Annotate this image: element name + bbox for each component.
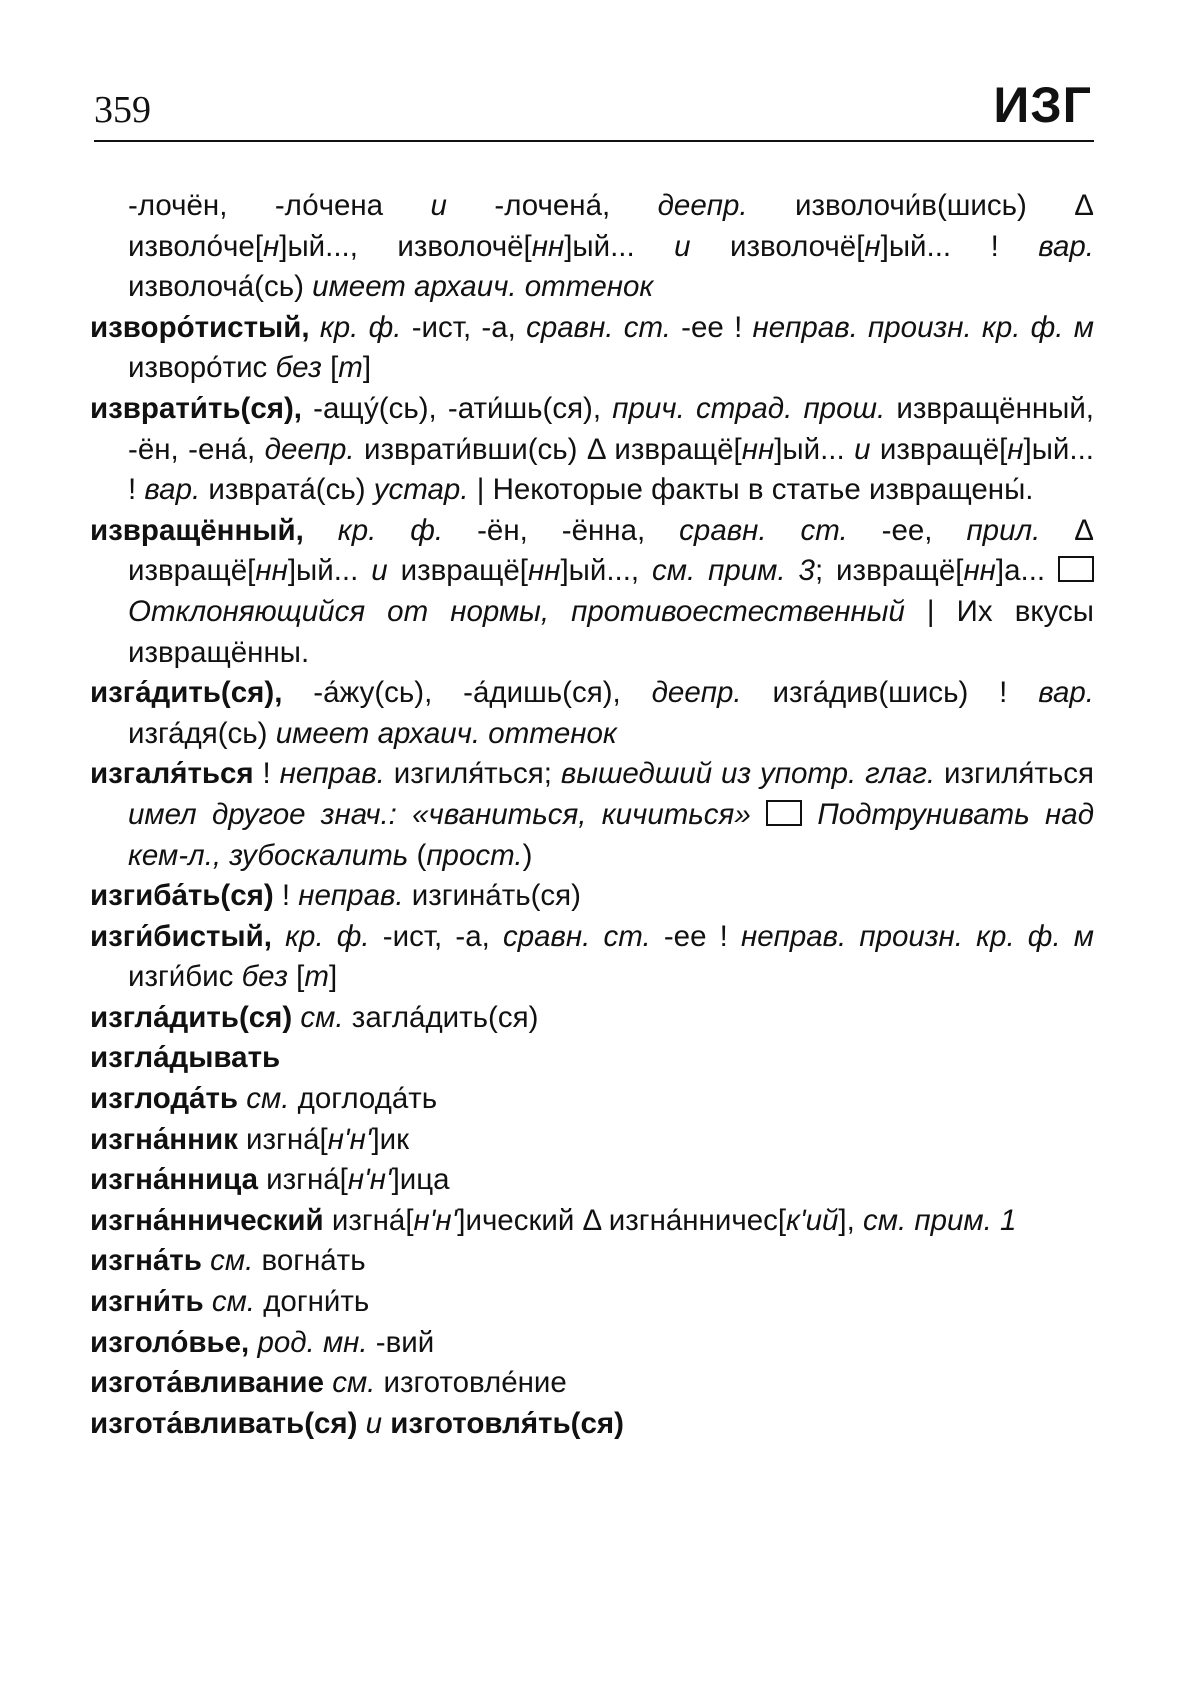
italic-note: без <box>241 960 288 994</box>
italic-note: см. <box>332 1366 376 1400</box>
entry-text: ]ый... <box>564 229 675 263</box>
entry-text: извращённый, -ён, -ена́, <box>128 391 1094 466</box>
italic-note: нʹнʹ <box>413 1203 458 1237</box>
italic-note: Подтрунивать над кем-л., зубоскалить <box>128 797 1094 872</box>
entry-text <box>304 514 338 547</box>
entry-text: -лочена́, <box>446 189 658 222</box>
entry-text: изгна́[ <box>323 1203 414 1237</box>
entry-text: изготовле́ние <box>375 1366 567 1400</box>
entry-text: ]ый..., изволочё[ <box>279 229 532 263</box>
italic-note: и <box>674 229 691 263</box>
entry-text: ]ый... ! <box>880 229 1039 263</box>
dictionary-entry <box>90 1160 1094 1201</box>
entry-text: | Их вкусы извращённы. <box>128 594 1094 669</box>
italic-note: см. <box>246 1082 290 1116</box>
entry-text: изгна́[ <box>257 1163 348 1197</box>
dictionary-entry <box>90 1282 1094 1323</box>
italic-note: устар. <box>373 473 469 507</box>
dictionary-entry <box>90 754 1094 876</box>
entry-text: изги́бис <box>128 960 242 994</box>
headword: изгна́ть <box>90 1244 202 1278</box>
entry-text: -вий <box>367 1325 435 1359</box>
entry-text: -лочён, -ло́чена <box>128 189 431 222</box>
italic-note: прост. <box>426 838 523 872</box>
dictionary-entry <box>90 1038 1094 1079</box>
italic-note: неправ. <box>298 879 404 913</box>
dictionary-entry <box>90 308 1094 389</box>
dictionary-entry <box>90 389 1094 511</box>
dictionary-entry <box>90 1363 1094 1404</box>
entry-text: [ <box>287 960 305 994</box>
headword: изврати́ть(ся), <box>90 391 302 425</box>
italic-note: без <box>275 351 322 385</box>
entry-text: изволочё[ <box>690 229 865 263</box>
italic-note: и <box>371 554 388 588</box>
entry-text: ; извращё[ <box>814 554 964 588</box>
entry-text: [ <box>321 351 339 385</box>
page-header <box>94 76 1094 142</box>
headword: изга́дить(ся), <box>90 676 283 710</box>
italic-note: и <box>365 1406 383 1440</box>
headword: изворо́тистый, <box>90 310 310 344</box>
entry-text: ]ый... ! <box>128 432 1094 507</box>
italic-note: неправ. произн. кр. ф. м <box>740 919 1095 953</box>
entry-text: изгина́ть(ся) <box>403 879 581 913</box>
dictionary-entry <box>90 1404 1094 1445</box>
entry-text: ]ический Δ изгна́нничес[ <box>457 1203 787 1237</box>
headword: изгни́ть <box>90 1285 204 1319</box>
entry-text: изгна́[ <box>237 1122 328 1156</box>
entry-text <box>272 920 285 953</box>
entry-text: -ее, <box>847 513 967 547</box>
headword: изголо́вье, <box>90 1325 250 1359</box>
entry-text: | Некоторые факты в статье извращены́. <box>468 473 1034 507</box>
entry-text: загла́дить(ся) <box>343 1000 539 1034</box>
entry-text: ] <box>328 960 338 994</box>
headword: изгиба́ть(ся) <box>90 879 274 913</box>
entry-text: вогна́ть <box>253 1244 366 1278</box>
entry-text: ]а... <box>995 554 1059 588</box>
italic-note: см. <box>300 1000 344 1034</box>
italic-note: см. прим. 1 <box>863 1203 1017 1237</box>
italic-note: нн <box>741 432 775 466</box>
entry-text <box>324 1366 332 1399</box>
entry-text: ], <box>838 1203 864 1237</box>
italic-note: сравн. ст. <box>679 513 848 547</box>
headword: изгна́ннический <box>90 1203 324 1237</box>
dictionary-entries <box>90 186 1094 1444</box>
entry-continuation <box>90 186 1094 308</box>
italic-note: и <box>430 189 447 222</box>
entry-text: ( <box>408 838 427 872</box>
dictionary-entry <box>90 998 1094 1039</box>
headword: изгла́дить(ся) <box>90 1000 293 1034</box>
italic-note: вар. <box>1038 676 1094 710</box>
entry-text <box>802 798 817 831</box>
entry-text: -ён, -ённа, <box>443 513 680 547</box>
dictionary-entry <box>90 1323 1094 1364</box>
italic-note: имел другое знач.: «чваниться, кичиться» <box>128 797 751 831</box>
italic-note: нн <box>527 554 561 588</box>
italic-note: деепр. <box>651 676 742 710</box>
entry-text: изврати́вши(сь) Δ извращё[ <box>354 432 742 466</box>
italic-note: и <box>854 432 871 466</box>
italic-note: н <box>864 229 881 263</box>
entry-text: изволочи́в(шись) Δ изволо́че[ <box>128 189 1094 263</box>
entry-text: ]ый... <box>774 432 855 466</box>
entry-text: ! <box>253 757 280 791</box>
italic-note: кр. ф. <box>285 919 370 953</box>
entry-text: -а́жу(сь), -а́дишь(ся), <box>282 676 652 710</box>
italic-note: нн <box>255 554 288 588</box>
italic-note: см. прим. 3 <box>652 554 815 588</box>
entry-text: ]ый..., <box>560 554 653 588</box>
italic-note: кр. ф. <box>337 513 444 547</box>
entry-text: ] <box>362 351 372 385</box>
italic-note: вар. <box>144 473 201 507</box>
italic-note: сравн. ст. <box>526 310 671 344</box>
entry-text: изгиля́ться <box>935 757 1094 791</box>
page-number: 359 <box>94 89 151 131</box>
entry-text <box>204 1285 212 1318</box>
dictionary-entry <box>90 1241 1094 1282</box>
italic-note: неправ. <box>279 757 385 791</box>
italic-note: см. <box>210 1244 254 1278</box>
italic-note: т <box>338 351 363 385</box>
entry-text: изга́див(шись) ! <box>741 676 1039 710</box>
headword: изглода́ть <box>90 1082 239 1116</box>
italic-note: вар. <box>1038 229 1094 263</box>
entry-text <box>202 1244 210 1277</box>
italic-note: см. <box>211 1285 255 1319</box>
running-head: ИЗГ <box>993 77 1092 133</box>
italic-note: вышедший из употр. глаг. <box>560 757 936 791</box>
entry-text <box>751 798 766 831</box>
italic-note: сравн. ст. <box>502 919 651 953</box>
entry-text: изга́дя(сь) <box>128 716 276 750</box>
italic-note: Отклоняющийся от нормы, противоестественный <box>128 594 905 628</box>
entry-text: ]ый... <box>287 554 372 588</box>
entry-text: доглода́ть <box>289 1082 438 1116</box>
italic-note: нʹнʹ <box>327 1122 372 1156</box>
entry-text: изгиля́ться; <box>384 757 561 791</box>
entry-text: извращё[ <box>870 432 1008 466</box>
italic-note: прич. страд. прош. <box>612 391 886 425</box>
italic-note: н <box>1007 432 1024 466</box>
entry-text <box>310 311 320 344</box>
meaning-box-icon <box>1058 556 1094 582</box>
italic-note: кʹий <box>786 1203 839 1237</box>
italic-note: неправ. произн. кр. ф. м <box>752 310 1094 344</box>
italic-note: нн <box>963 554 996 588</box>
entry-text: -ащу́(сь), -ати́шь(ся), <box>302 391 613 425</box>
italic-note: имеет архаич. оттенок <box>312 270 654 304</box>
meaning-box-icon <box>766 800 802 826</box>
entry-text: -ее ! <box>650 919 741 953</box>
entry-text: -ист, -а, <box>401 310 527 344</box>
italic-note: н <box>263 229 280 263</box>
italic-note: деепр. <box>264 432 355 466</box>
headword: изги́бистый, <box>90 919 272 953</box>
entry-text: изволоча́(сь) <box>128 270 313 304</box>
headword: изгна́нник <box>90 1122 238 1156</box>
entry-text: Δ извращё[ <box>128 513 1095 588</box>
headword: изгна́нница <box>90 1163 258 1197</box>
italic-note: род. мн. <box>257 1325 368 1359</box>
dictionary-entry <box>90 1079 1094 1120</box>
italic-note: т <box>304 960 329 994</box>
dictionary-entry <box>90 1120 1094 1161</box>
dictionary-entry <box>90 917 1094 998</box>
entry-text: -ист, -а, <box>369 919 503 953</box>
entry-text: ]ица <box>391 1163 450 1197</box>
entry-text: извращё[ <box>387 554 528 588</box>
dictionary-entry <box>90 876 1094 917</box>
headword: изгота́вливание <box>90 1366 324 1400</box>
entry-text <box>357 1407 365 1440</box>
entry-text: -ее ! <box>670 310 753 344</box>
entry-text: догни́ть <box>255 1285 370 1319</box>
dictionary-entry <box>90 673 1094 754</box>
headword: изготовля́ть(ся) <box>390 1406 624 1440</box>
italic-note: деепр. <box>657 189 748 222</box>
entry-text: изворо́тис <box>128 351 276 385</box>
entry-text: ]ик <box>371 1122 410 1156</box>
dictionary-entry <box>90 511 1094 673</box>
entry-text: изврата́(сь) <box>200 473 374 507</box>
headword: извращённый, <box>90 513 304 547</box>
dictionary-entry <box>90 1201 1094 1242</box>
headword: изгаля́ться <box>90 757 254 791</box>
italic-note: нʹнʹ <box>347 1163 392 1197</box>
italic-note: нн <box>531 229 565 263</box>
entry-text: ) <box>522 838 533 872</box>
italic-note: прил. <box>966 513 1041 547</box>
italic-note: кр. ф. <box>319 310 402 344</box>
headword: изгла́дывать <box>90 1041 281 1075</box>
headword: изгота́вливать(ся) <box>90 1406 358 1440</box>
entry-text: ! <box>273 879 299 913</box>
italic-note: имеет архаич. оттенок <box>275 716 617 750</box>
